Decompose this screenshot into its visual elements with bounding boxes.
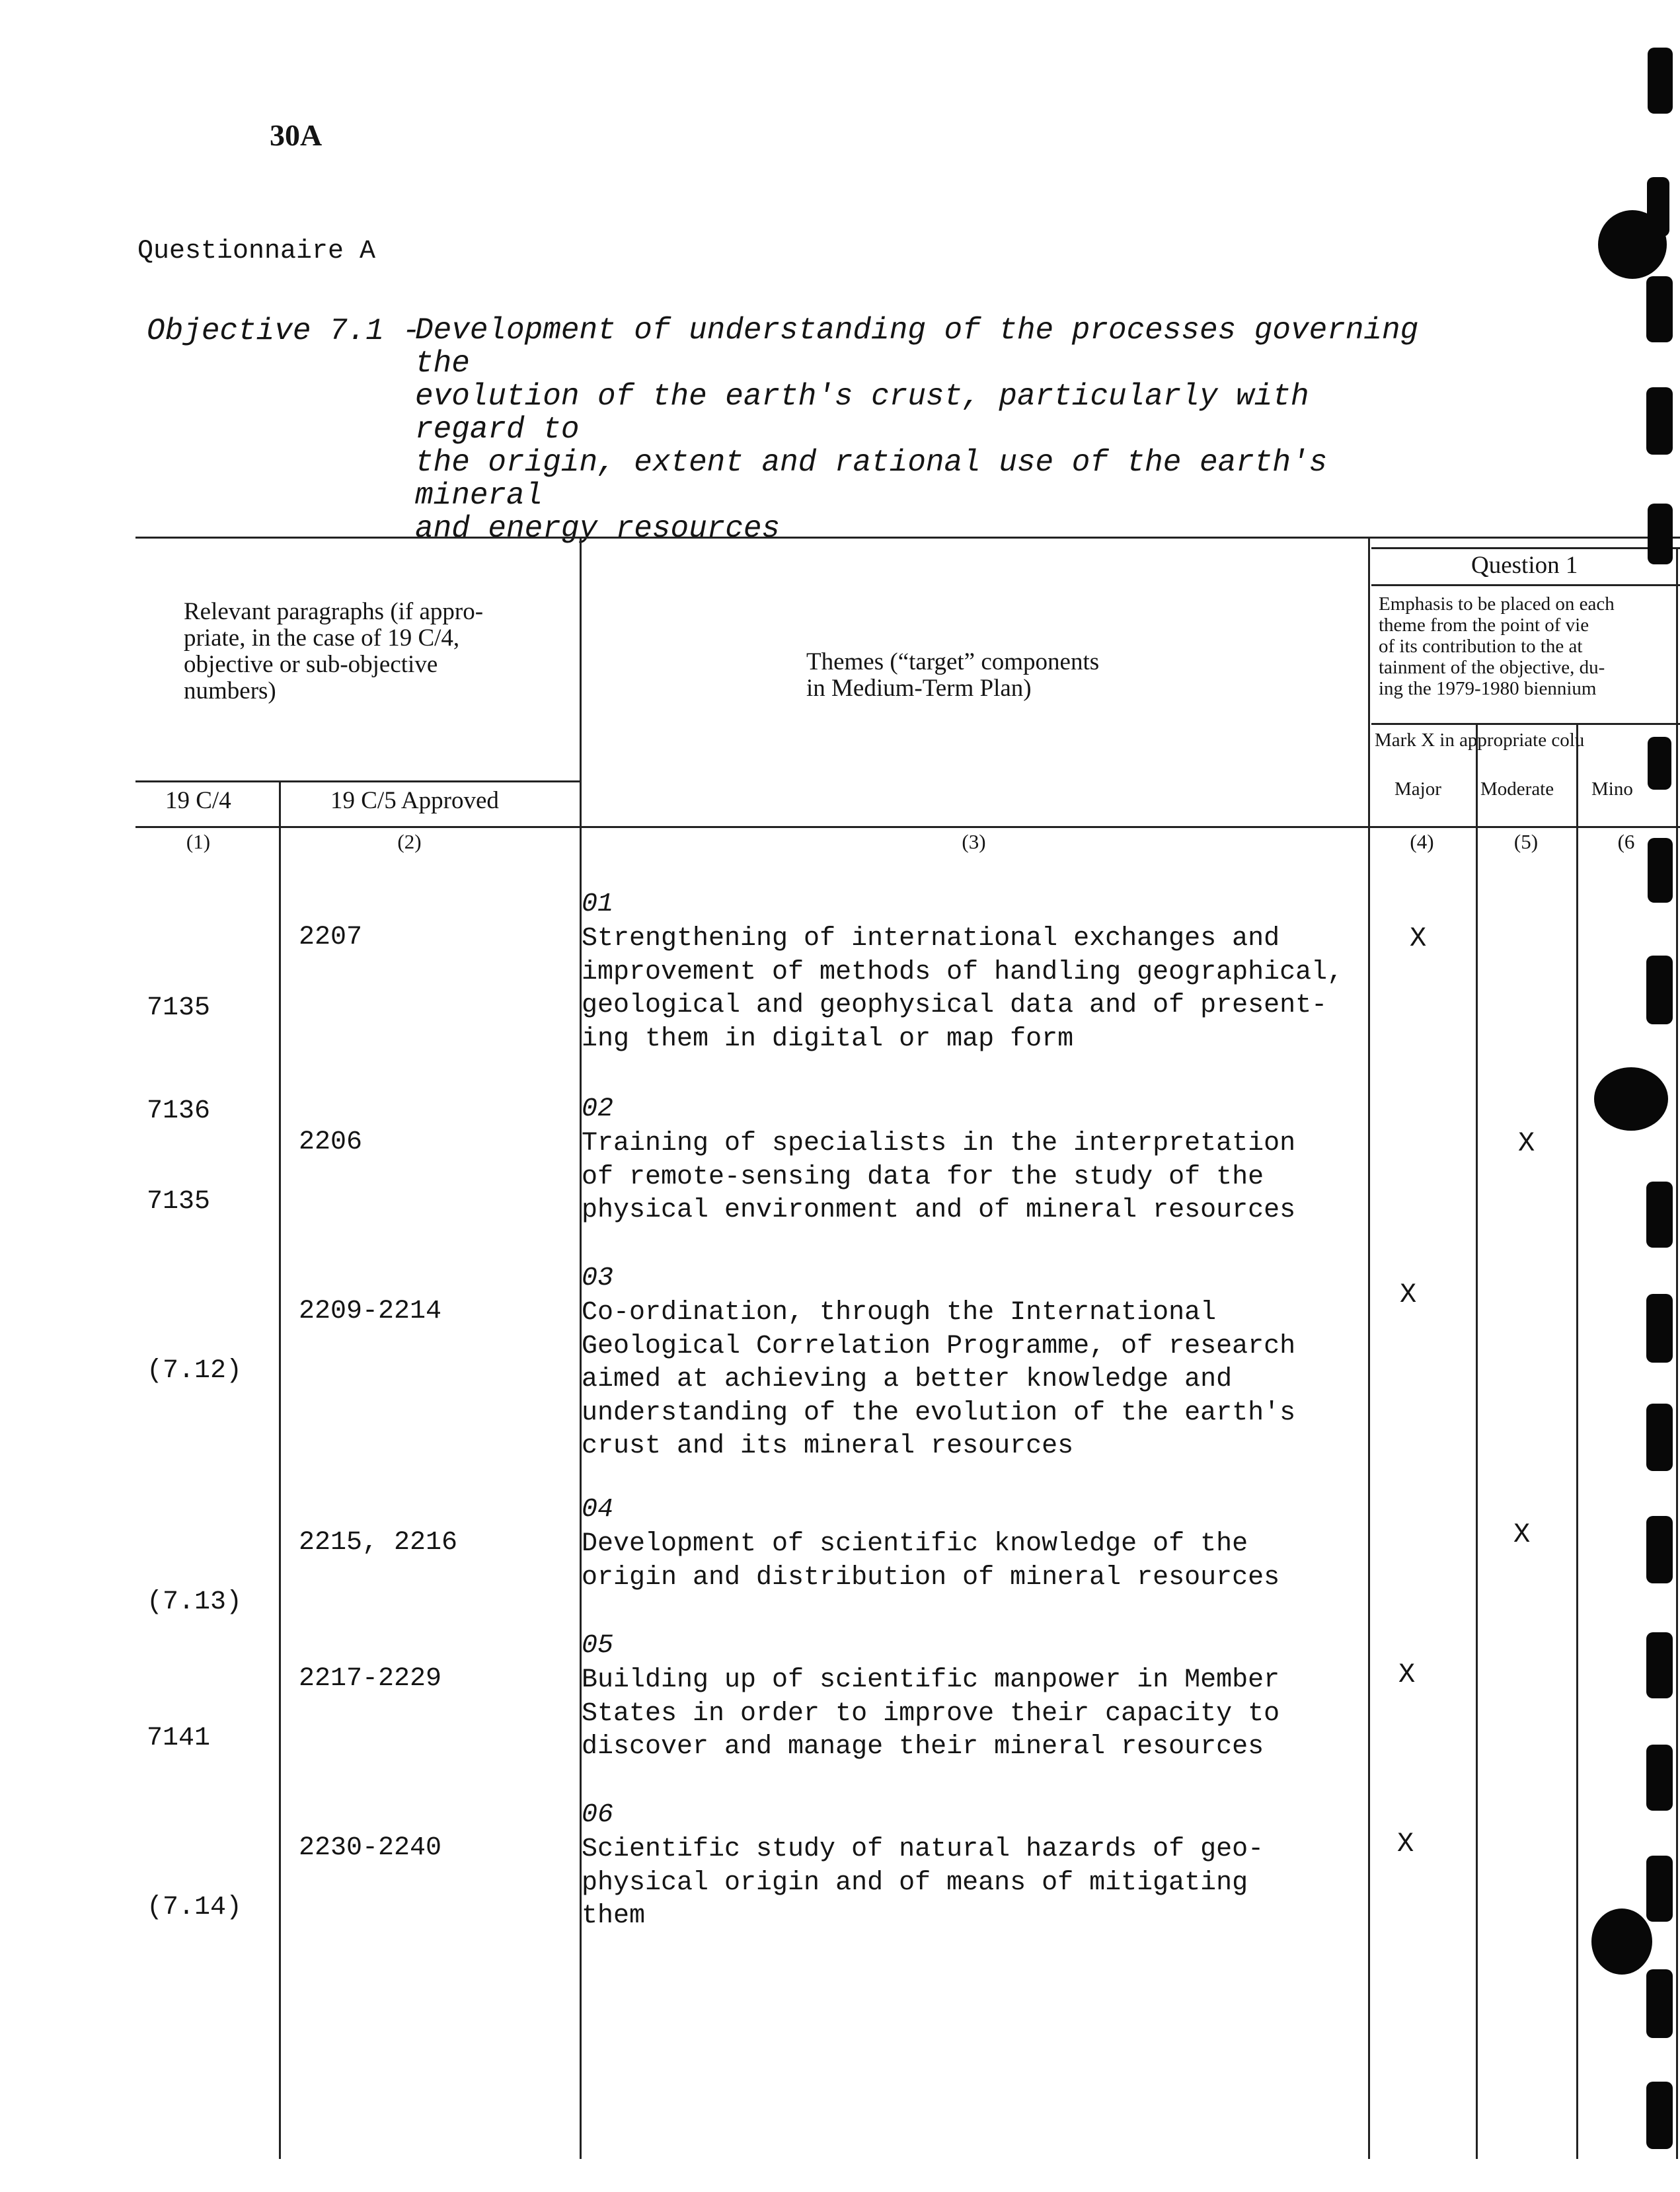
binder-mark <box>1646 1632 1673 1698</box>
minor-header: Mino <box>1591 778 1633 800</box>
theme-code: 03 <box>582 1264 614 1293</box>
binder-mark <box>1646 1404 1673 1471</box>
header-line: numbers) <box>184 677 276 704</box>
binder-mark <box>1646 1856 1673 1922</box>
column-number-6: (6 <box>1617 830 1635 853</box>
theme-text <box>582 1833 1428 1934</box>
objective-line: Development of understanding of the processes governing the <box>415 313 1419 381</box>
column-number-4: (4) <box>1410 830 1434 853</box>
major-header: Major <box>1394 778 1441 800</box>
c4-value: (7.14) <box>147 1893 243 1922</box>
theme-code: 05 <box>582 1631 614 1661</box>
c4-value: 7135 <box>147 1187 211 1217</box>
row-19c4-cell <box>147 1664 210 1813</box>
row-19c5-cell: 2209-2214 <box>299 1297 442 1326</box>
theme-text <box>582 1528 1428 1595</box>
binder-dot <box>1594 1067 1668 1131</box>
objective-line: the origin, extent and rational use of the earth's mineral <box>415 445 1328 513</box>
page-number: 30A <box>270 118 323 152</box>
theme-line: Development of scientific knowledge of the <box>582 1529 1248 1559</box>
c4-value: 7136 <box>147 1096 211 1126</box>
theme-text <box>582 1664 1428 1764</box>
theme-line: of remote-sensing data for the study of the <box>582 1162 1264 1192</box>
objective-line: evolution of the earth's crust, particularly with regard to <box>415 379 1309 447</box>
c4-value: 7141 <box>147 1723 211 1753</box>
theme-code: 06 <box>582 1800 614 1830</box>
row-19c5-cell: 2215, 2216 <box>299 1528 458 1558</box>
emphasis-sub-rule <box>1371 723 1680 725</box>
header-line: objective or sub-objective <box>184 651 438 678</box>
questionnaire-title: Questionnaire A <box>137 237 376 266</box>
theme-line: discover and manage their mineral resources <box>582 1732 1264 1762</box>
c4-value: (7.13) <box>147 1587 243 1617</box>
theme-line: understanding of the evolution of the earth's <box>582 1398 1296 1428</box>
binder-mark <box>1646 1182 1673 1248</box>
table-top-rule <box>135 537 1680 539</box>
header-line: ing the 1979-1980 biennium <box>1379 678 1597 699</box>
binder-mark <box>1648 737 1671 790</box>
theme-line: geological and geophysical data and of present- <box>582 991 1328 1020</box>
binder-mark <box>1648 838 1673 903</box>
row-19c5-cell: 2230-2240 <box>299 1833 442 1863</box>
col-19c4-header: 19 C/4 <box>165 787 231 814</box>
major-mark: X <box>1398 1659 1416 1690</box>
major-mark: X <box>1410 923 1427 954</box>
row-19c4-cell <box>147 1297 242 1445</box>
column-number-2: (2) <box>397 830 422 853</box>
theme-line: them <box>582 1901 646 1931</box>
binder-mark <box>1646 1294 1673 1363</box>
theme-line: ing them in digital or map form <box>582 1024 1074 1054</box>
header-line: Emphasis to be placed on each <box>1379 593 1615 615</box>
relevant-paragraphs-header <box>184 599 567 704</box>
theme-code: 02 <box>582 1094 614 1124</box>
binder-mark <box>1646 1516 1673 1583</box>
row-19c4-cell <box>147 1833 242 1982</box>
theme-line: crust and its mineral resources <box>582 1431 1074 1461</box>
moderate-mark: X <box>1518 1127 1535 1159</box>
theme-code: 04 <box>582 1495 614 1525</box>
moderate-minor-divider <box>1576 723 1578 2159</box>
objective-label: Objective 7.1 - <box>147 314 421 348</box>
column-number-1: (1) <box>186 830 211 853</box>
emphasis-header <box>1379 593 1676 699</box>
binder-mark <box>1646 1969 1673 2038</box>
theme-line: Co-ordination, through the International <box>582 1298 1217 1328</box>
row-19c5-cell: 2206 <box>299 1127 363 1157</box>
header-bottom-rule <box>135 826 1680 828</box>
binder-mark <box>1646 1745 1673 1811</box>
theme-line: Geological Correlation Programme, of research <box>582 1331 1296 1361</box>
theme-line: aimed at achieving a better knowledge and <box>582 1365 1233 1394</box>
binder-mark <box>1647 177 1669 237</box>
objective-text <box>415 314 1420 545</box>
table-right-rule <box>1676 547 1678 2159</box>
theme-line: Scientific study of natural hazards of geo- <box>582 1834 1264 1864</box>
row-19c5-cell: 2217-2229 <box>299 1664 442 1694</box>
theme-text <box>582 1127 1428 1228</box>
moderate-mark: X <box>1513 1519 1531 1550</box>
binder-mark <box>1646 956 1673 1024</box>
column-number-5: (5) <box>1513 830 1539 853</box>
binder-mark <box>1648 504 1673 564</box>
header-line: theme from the point of vie <box>1379 615 1589 636</box>
header-line: priate, in the case of 19 C/4, <box>184 624 460 652</box>
moderate-header: Moderate <box>1480 778 1554 800</box>
major-mark: X <box>1397 1828 1414 1860</box>
theme-line: Strengthening of international exchanges and <box>582 924 1280 954</box>
question-header: Question 1 <box>1471 552 1578 579</box>
themes-header <box>806 649 1322 702</box>
header-line: Themes (“target” components <box>806 648 1100 675</box>
c4-c5-divider <box>279 780 281 2159</box>
binder-mark <box>1648 48 1673 114</box>
c4-value: 7135 <box>147 993 211 1023</box>
binder-dot <box>1591 1909 1652 1975</box>
theme-text <box>582 923 1428 1056</box>
paragraphs-sub-rule <box>135 780 580 782</box>
question-top-rule <box>1371 547 1680 549</box>
row-19c5-cell: 2207 <box>299 923 363 952</box>
mark-instruction: Mark X in appropriate colu <box>1375 730 1585 751</box>
theme-line: improvement of methods of handling geographical, <box>582 957 1344 987</box>
major-mark: X <box>1400 1279 1417 1310</box>
header-line: in Medium-Term Plan) <box>806 675 1032 702</box>
col-19c5-header: 19 C/5 Approved <box>330 787 499 814</box>
theme-line: Training of specialists in the interpretation <box>582 1129 1296 1158</box>
binder-mark <box>1646 387 1673 455</box>
column-number-3: (3) <box>962 830 986 853</box>
binder-mark <box>1646 276 1673 342</box>
theme-line: States in order to improve their capacity to <box>582 1698 1280 1729</box>
theme-line: physical origin and of means of mitigating <box>582 1868 1248 1898</box>
header-line: tainment of the objective, du- <box>1379 657 1605 678</box>
row-19c4-cell <box>147 1528 242 1677</box>
row-19c4-cell <box>147 1127 210 1276</box>
question-sub-rule <box>1371 584 1680 586</box>
c4-value: (7.12) <box>147 1356 243 1386</box>
major-moderate-divider <box>1476 723 1478 2159</box>
theme-code: 01 <box>582 889 614 919</box>
header-line: of its contribution to the at <box>1379 636 1583 657</box>
theme-line: physical environment and of mineral resources <box>582 1195 1296 1225</box>
objective-line: and energy resources <box>415 511 781 546</box>
theme-line: origin and distribution of mineral resources <box>582 1562 1280 1593</box>
header-line: Relevant paragraphs (if appro- <box>184 598 484 625</box>
theme-line: Building up of scientific manpower in Member <box>582 1665 1280 1695</box>
theme-text <box>582 1297 1428 1464</box>
binder-mark <box>1646 2082 1673 2149</box>
